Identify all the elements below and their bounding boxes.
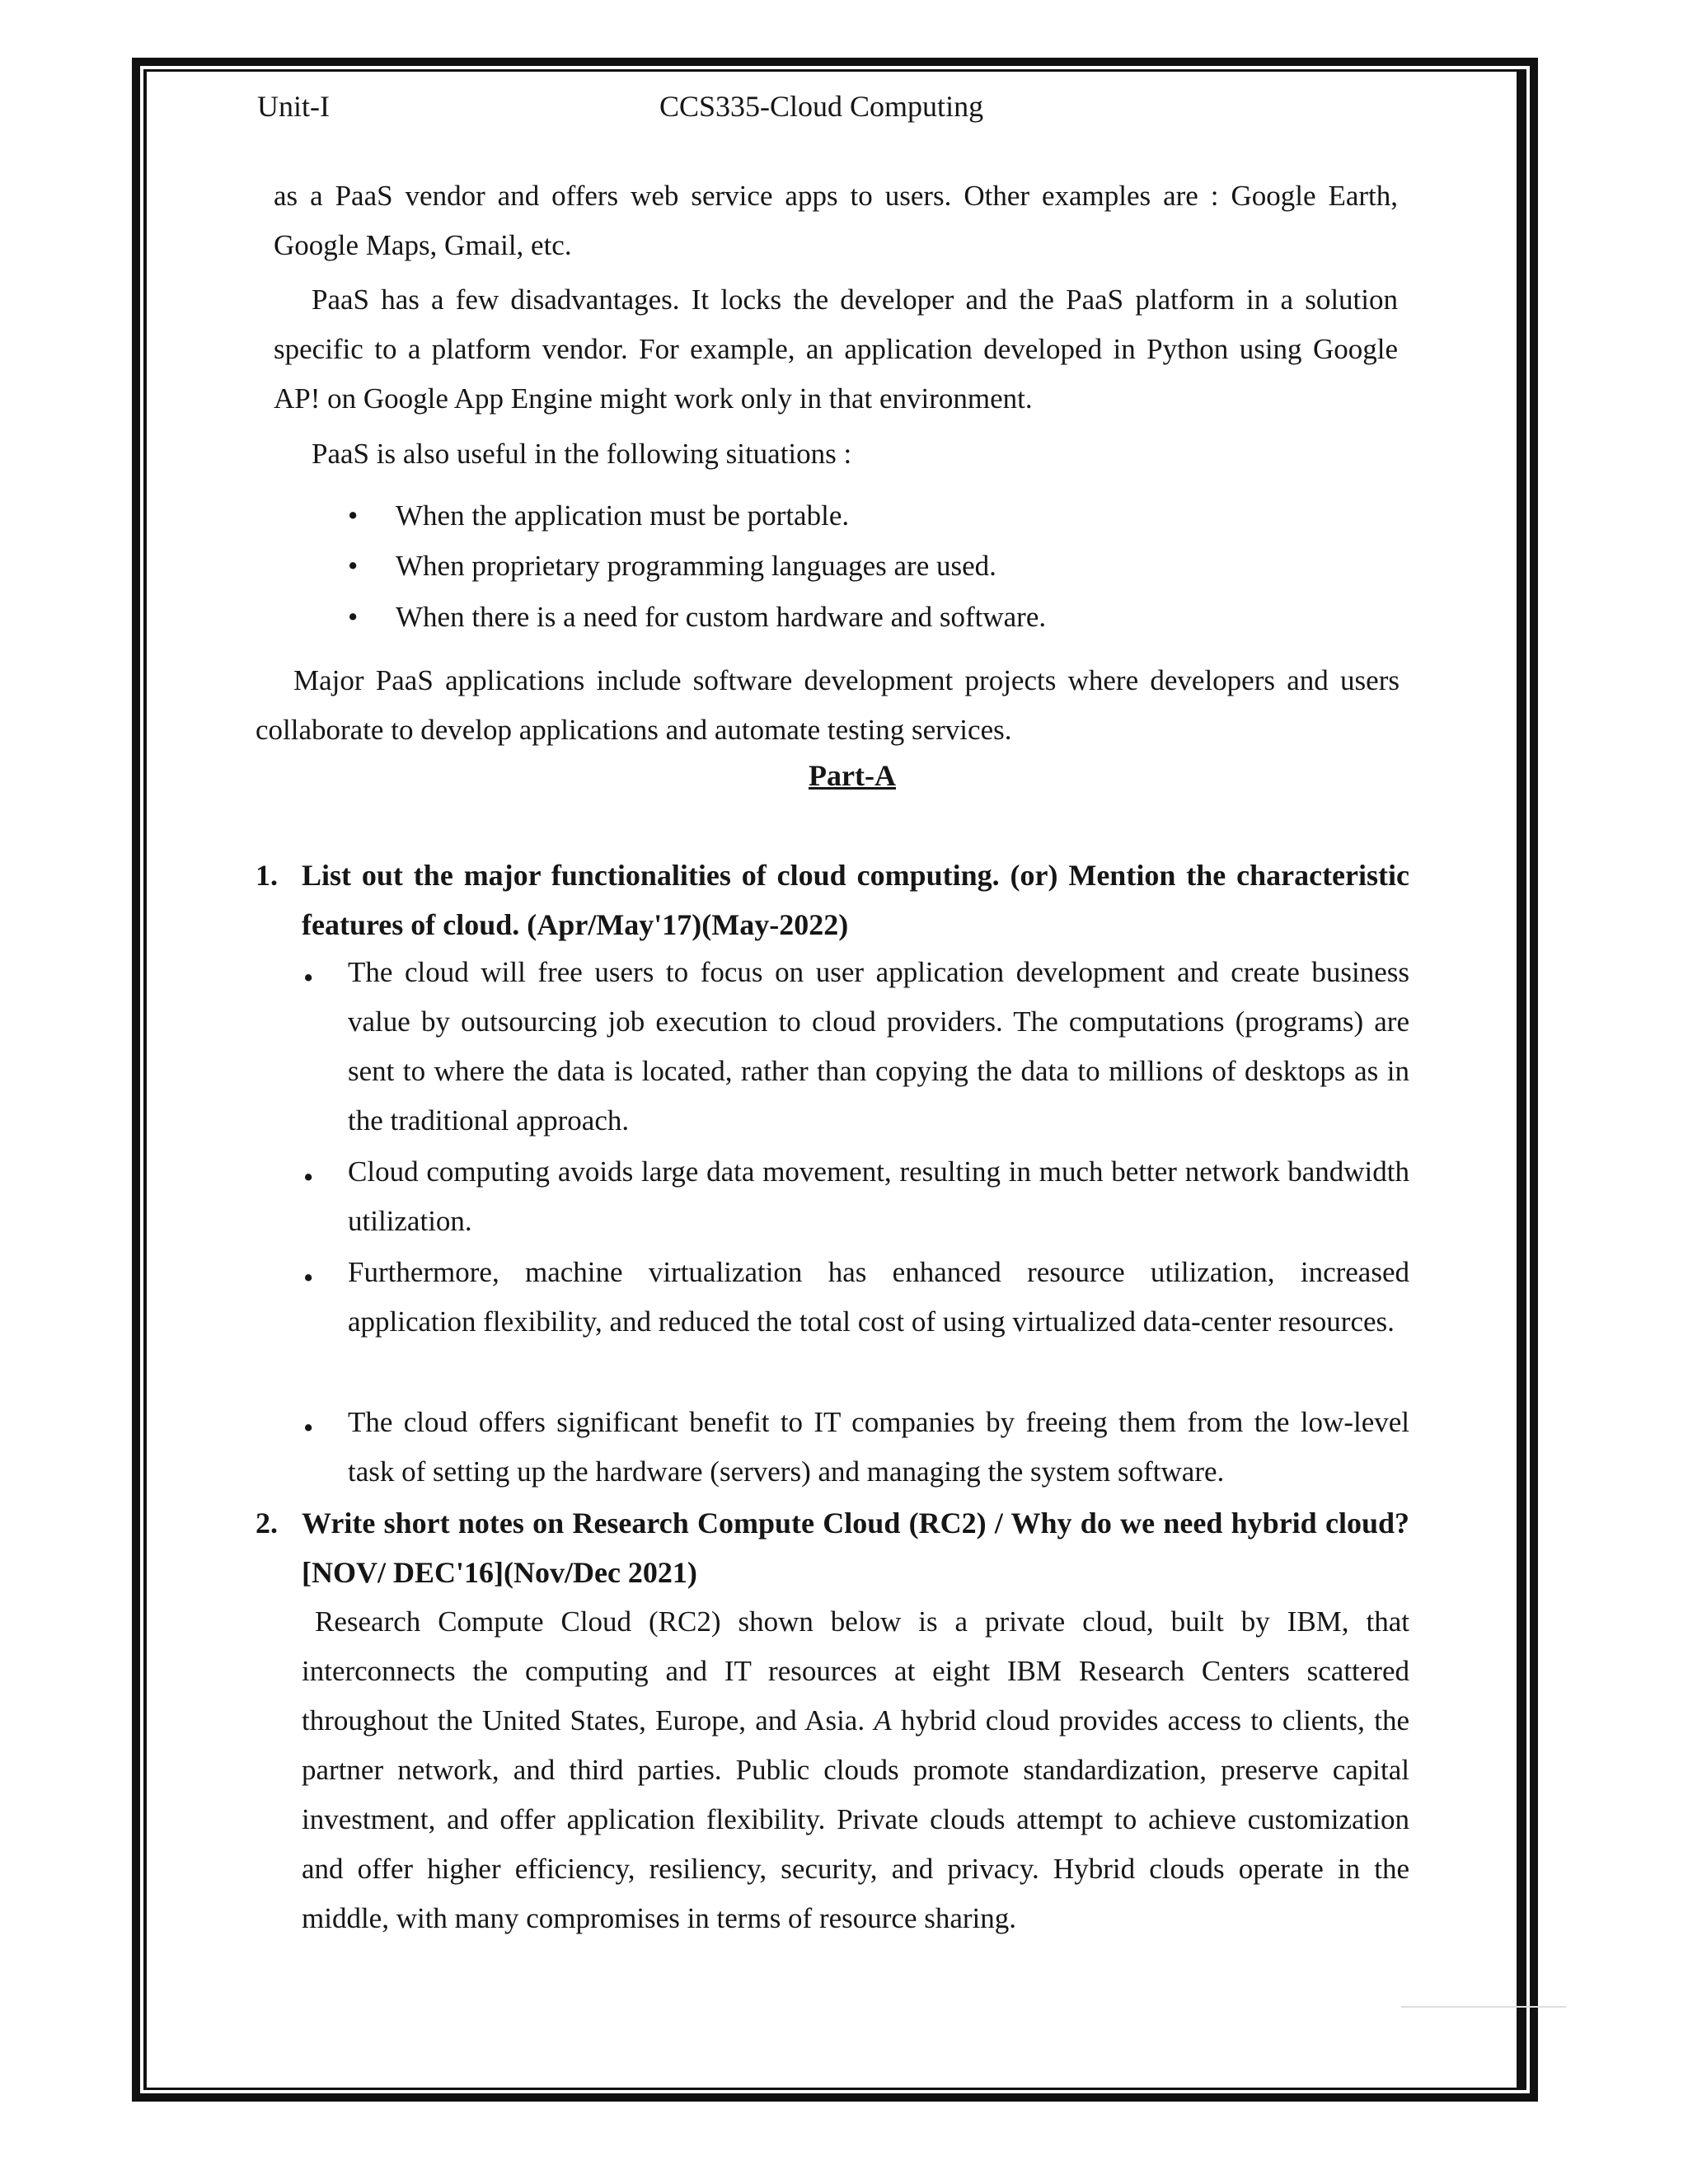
page-border-right-bar	[1517, 69, 1526, 2090]
question-2-answer	[302, 1597, 1409, 1943]
bullet-glyph: •	[348, 550, 359, 582]
question-1-bullet-3: Furthermore, machine virtualization has enhanced resource utilization, increased application flexibility, and reduced the total cost of using virtualized data-center resources.	[348, 1256, 1409, 1338]
answer-part-1: Research Compute Cloud (RC2) shown below is a private cloud, built by IBM, that interconnects the computing and IT resources at eight IBM Research Centers scattered throughout the United States, Europe, and Asia.	[302, 1605, 1409, 1736]
intro-bullet-1: When the application must be portable.	[396, 499, 850, 532]
header-course-title: CCS335-Cloud Computing	[659, 90, 984, 123]
bullet-glyph: •	[303, 1412, 314, 1444]
answer-part-2: hybrid cloud provides access to clients, the partner network, and third parties. Public clouds promote standardization, preserve capital investment, and offer application flexibility. Private clouds attempt to achieve customization and offer higher efficiency, resiliency, security, and privacy. Hybrid clouds operate in the middle, with many compromises in terms of resource sharing.	[302, 1704, 1409, 1934]
answer-italic-letter: A	[874, 1704, 892, 1736]
intro-bullet-2: When proprietary programming languages are used.	[396, 550, 996, 582]
intro-paragraph-2: PaaS has a few disadvantages. It locks the developer and the PaaS platform in a solution specific to a platform vendor. For example, an application developed in Python using Google AP! on Google App Engine might work only in that environment.	[274, 284, 1398, 415]
question-1-bullet-2: Cloud computing avoids large data movement, resulting in much better network bandwidth utilization.	[348, 1155, 1409, 1237]
intro-bullet-3: When there is a need for custom hardware and software.	[396, 601, 1047, 633]
intro-paragraph-1: as a PaaS vendor and offers web service apps to users. Other examples are : Google Earth, Google Maps, Gmail, etc.	[274, 180, 1398, 261]
bullet-glyph: •	[348, 499, 359, 532]
bullet-glyph: •	[303, 1161, 314, 1193]
header-unit: Unit-I	[257, 90, 330, 123]
intro-paragraph-4: Major PaaS applications include software development projects where developers and users collaborate to develop applications and automate testing services.	[256, 664, 1400, 746]
question-2-number: 2.	[256, 1507, 278, 1540]
bullet-glyph: •	[348, 601, 359, 633]
question-2-title: Write short notes on Research Compute Cloud (RC2) / Why do we need hybrid cloud? [NOV/ DEC'16](Nov/Dec 2021)	[302, 1507, 1409, 1589]
question-1-bullet-1: The cloud will free users to focus on user application development and create business value by outsourcing job execution to cloud providers. The computations (programs) are sent to where the data is located, rather than copying the data to millions of desktops as in the traditional approach.	[348, 956, 1409, 1137]
question-1-title: List out the major functionalities of cloud computing. (or) Mention the characteristic features of cloud. (Apr/May'17)(May-2022)	[302, 859, 1409, 941]
intro-paragraph-3: PaaS is also useful in the following situations :	[312, 438, 852, 470]
footer-rule	[1401, 2006, 1566, 2008]
bullet-glyph: •	[303, 962, 314, 994]
question-1-bullet-4: The cloud offers significant benefit to IT companies by freeing them from the low-level task of setting up the hardware (servers) and managing the system software.	[348, 1406, 1409, 1488]
question-1-number: 1.	[256, 859, 278, 892]
bullet-glyph: •	[303, 1262, 314, 1294]
section-title: Part-A	[809, 759, 896, 792]
